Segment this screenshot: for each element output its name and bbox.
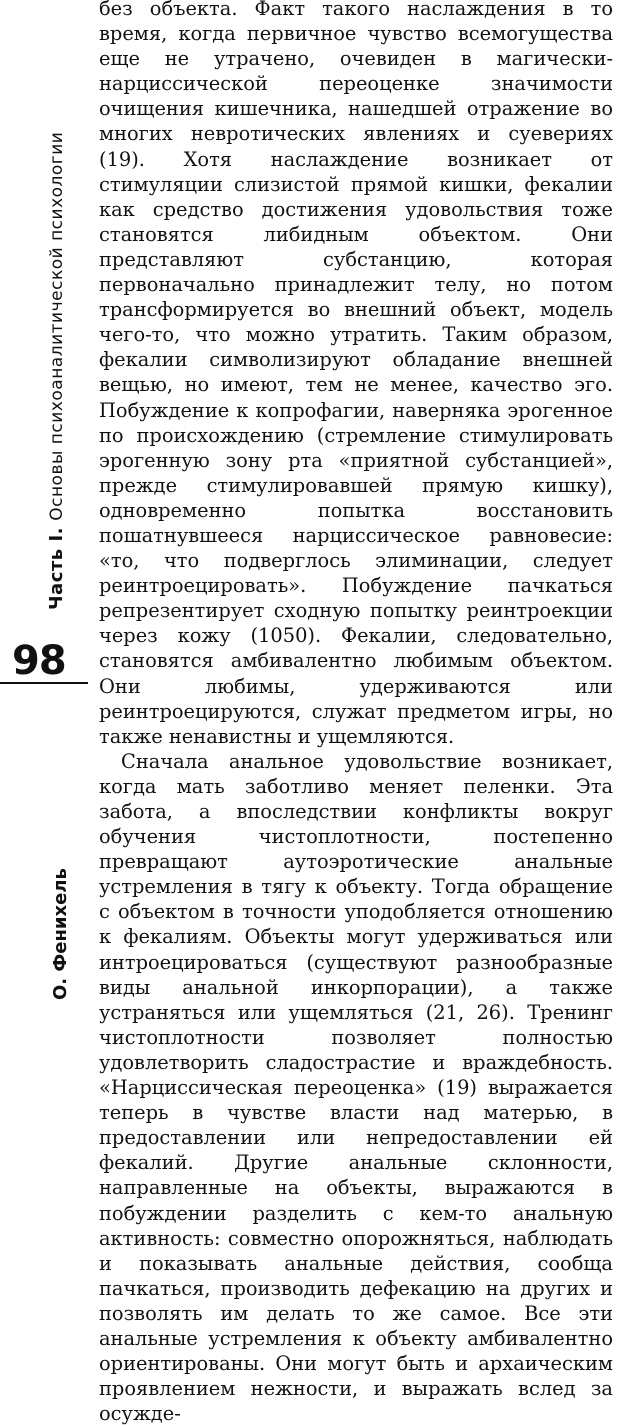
page-number: 98: [12, 638, 66, 684]
paragraph-2: Сначала анальное удовольствие возникает, когда мать заботливо меняет пеленки. Эта забота, а впоследствии конфликты вокруг обучения чистоплотности, постепенно превращают аутоэротические анальные устремления в тягу к объекту. Тогда обращение с объектом в точности уподобляется отношению к фекалиям. Объекты могут удерживаться или интроецироваться (существуют разнообразные виды анальной инкорпорации), а также устраняться или ущемляться (21, 26). Тренинг чистоплотности позволяет полностью удовлетворить сладострастие и враждебность. «Нарциссическая переоценка» (19) выражается теперь в чувстве власти над матерью, в предоставлении или непредоставлении ей фекалий. Другие анальные склонности, направленные на объекты, выражаются в побуждении разделить с кем-то анальную активность: совместно опорожняться, наблюдать и показывать анальные действия, сообща пачкаться, производить дефекацию на других и позволять им делать то же самое. Все эти анальные устремления к объекту амбивалентно ориентированы. Они могут быть и архаическим проявлением нежности, и выражать вслед за осужде-: [99, 749, 613, 1426]
page-margin: [0, 0, 92, 1006]
running-head-part: Часть I.: [46, 527, 67, 610]
body-text: [99, 0, 613, 1426]
author-name: О. Фенихель: [50, 868, 71, 1000]
paragraph-1: без объекта. Факт такого наслаждения в то время, когда первичное чувство всемогущества еще не утрачено, очевиден в магически-нарциссической переоценке значимости очищения кишечника, нашедшей отражение во многих невротических явлениях и суевериях (19). Хотя наслаждение возникает от стимуляции слизистой прямой кишки, фекалии как средство достижения удовольствия тоже становятся либидным объектом. Они представляют субстанцию, которая первоначально принадлежит телу, но потом трансформируется во внешний объект, модель чего-то, что можно утратить. Таким образом, фекалии символизируют обладание внешней вещью, но имеют, тем не менее, качество эго. Побуждение к копрофагии, наверняка эрогенное по происхождению (стремление стимулировать эрогенную зону рта «приятной субстанцией», прежде стимулировавшей прямую кишку), одновременно попытка восстановить пошатнувшееся нарциссическое равновесие: «то, что подверглось элиминации, следует реинтроецировать». Побуждение пачкаться репрезентирует сходную попытку реинтроекции через кожу (1050). Фекалии, следовательно, становятся амбивалентно любимым объектом. Они любимы, удерживаются или реинтроецируются, служат предметом игры, но также ненавистны и ущемляются.: [99, 0, 613, 748]
running-head-title: Основы психоаналитической психологии: [47, 131, 67, 521]
page-number-rule: [0, 682, 88, 684]
